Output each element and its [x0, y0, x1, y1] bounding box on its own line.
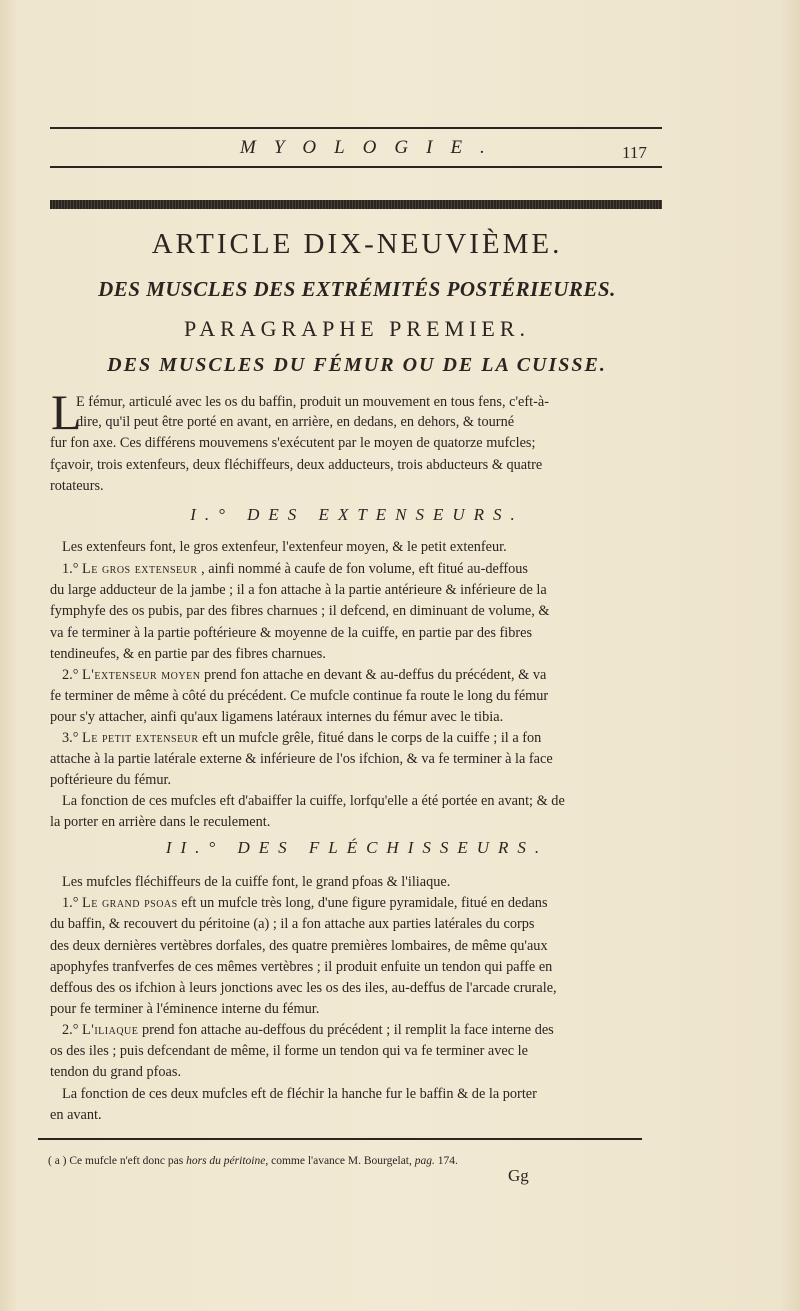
text-line: fe terminer de même à côté du précédent. Ce mufcle continue fa route le long du fémur: [50, 688, 549, 704]
text-line: des deux dernières vertèbres dorfales, des quatre premières lombaires, de même qu'aux: [50, 938, 548, 954]
text-line: la porter en arrière dans le reculement.: [50, 814, 271, 830]
item-number: 1.°: [62, 561, 79, 577]
text-line: rotateurs.: [50, 478, 104, 494]
line-text: , ainfi nommé à caufe de fon volume, eft fitué au-deffous: [201, 561, 528, 577]
text-line: os des iles ; puis defcendant de même, il forme un tendon qui va fe terminer avec le: [50, 1043, 528, 1059]
text-line: La fonction de ces deux mufcles eft de fléchir la hanche fur le baffin & de la porter: [62, 1086, 537, 1102]
footnote-text: Ce mufcle n'eft donc pas: [69, 1155, 184, 1167]
footnote: [48, 1155, 458, 1167]
drop-cap: L: [51, 384, 82, 440]
text-line: [62, 729, 541, 747]
text-line: tendon du grand pfoas.: [50, 1064, 182, 1080]
text-line: La fonction de ces mufcles eft d'abaiffer la cuiffe, lorfqu'elle a été portée en avant; & de: [62, 793, 565, 809]
text-line: [62, 1021, 554, 1039]
text-line: en avant.: [50, 1107, 102, 1123]
text-line: fur fon axe. Ces différens mouvemens s'exécutent par le moyen de quatorze mufcles;: [50, 435, 536, 451]
footnote-page-ref: 174.: [437, 1155, 458, 1167]
page-number: 117: [622, 143, 647, 162]
header-bottom-rule: [50, 166, 662, 168]
muscle-name: Le grand psoas: [82, 895, 178, 911]
text-line: attache à la partie latérale externe & inférieure de l'os ifchion, & va fe terminer à la face: [50, 751, 553, 767]
item-number: 1.°: [62, 895, 79, 911]
paragraphe-heading: PARAGRAPHE PREMIER.: [183, 316, 531, 341]
item-number: 2.°: [62, 1022, 79, 1038]
text-line: [62, 666, 546, 684]
footnote-rule: [38, 1138, 642, 1140]
footnote-italic: hors du péritoine: [186, 1155, 266, 1167]
footnote-page-label: pag.: [414, 1155, 435, 1167]
muscle-name: L'extenseur moyen: [82, 667, 201, 683]
catchword: Gg: [508, 1166, 529, 1185]
text-line: va fe terminer à la partie poftérieure & moyenne de la cuiffe, en partie par des fibres: [50, 625, 533, 641]
line-text: eft un mufcle grêle, fitué dans le corps de la cuiffe ; il a fon: [202, 730, 542, 746]
line-text: prend fon attache au-deffous du précédent ; il remplit la face interne des: [141, 1022, 554, 1038]
text-line: apophyfes tranfverfes de ces mêmes vertèbres ; il produit enfuite un tendon qui paffe en: [50, 959, 553, 975]
muscle-name: Le petit extenseur: [82, 730, 199, 746]
text-line: [62, 560, 528, 578]
text-line: du large adducteur de la jambe ; il a fon attache à la partie antérieure & inférieure de la: [50, 582, 547, 598]
line-text: eft un mufcle très long, d'une figure pyramidale, fitué en dedans: [181, 895, 548, 911]
text-line: du baffin, & recouvert du péritoine (a) ; il a fon attache aux parties latérales du corps: [50, 916, 535, 932]
text-line: pour fe terminer à l'éminence interne du fémur.: [50, 1001, 320, 1017]
text-line: dire, qu'il peut être porté en avant, en arrière, en dedans, en dehors, & tourné: [76, 414, 515, 430]
text-line: Les mufcles fléchiffeurs de la cuiffe font, le grand pfoas & l'iliaque.: [62, 874, 451, 890]
text-line: fymphyfe des os pubis, par des fibres charnues ; il defcend, en diminuant de volume, &: [50, 603, 550, 619]
item-number: 3.°: [62, 730, 79, 746]
line-text: prend fon attache en devant & au-deffus du précédent, & va: [204, 667, 547, 683]
text-line: deffous des os ifchion à leurs jonctions avec les os des iles, au-deffus de l'arcade crurale,: [50, 980, 557, 996]
muscle-name: L'iliaque: [82, 1022, 139, 1038]
section-heading-flechisseurs: II.° DES FLÉCHISSEURS.: [165, 838, 549, 857]
footnote-marker: ( a ): [48, 1155, 67, 1167]
item-number: 2.°: [62, 667, 79, 683]
ornamental-band: [50, 200, 662, 209]
section-heading-extenseurs: I.° DES EXTENSEURS.: [190, 505, 524, 524]
extremites-heading: DES MUSCLES DES EXTRÉMITÉS POSTÉRIEURES.: [98, 277, 616, 301]
text-line: E fémur, articulé avec les os du baffin, produit un mouvement en tous fens, c'eft-à-: [76, 394, 549, 410]
text-line: Les extenfeurs font, le gros extenfeur, l'extenfeur moyen, & le petit extenfeur.: [62, 539, 507, 555]
running-title: MYOLOGIE.: [240, 137, 503, 158]
text-line: pour s'y attacher, ainfi qu'aux ligamens latéraux internes du fémur avec le tibia.: [50, 709, 504, 725]
femur-heading: DES MUSCLES DU FÉMUR OU DE LA CUISSE.: [107, 354, 607, 376]
text-line: fçavoir, trois extenfeurs, deux fléchiffeurs, deux adducteurs, trois abducteurs & quatre: [50, 457, 543, 473]
article-heading: ARTICLE DIX-NEUVIÈME.: [151, 228, 563, 260]
muscle-name: Le gros extenseur: [82, 561, 198, 577]
text-line: [62, 894, 548, 912]
header-top-rule: [50, 127, 662, 129]
text-line: tendineufes, & en partie par des fibres charnues.: [50, 646, 326, 662]
footnote-text: , comme l'avance M. Bourgelat,: [265, 1155, 412, 1167]
text-line: poftérieure du fémur.: [50, 772, 172, 788]
